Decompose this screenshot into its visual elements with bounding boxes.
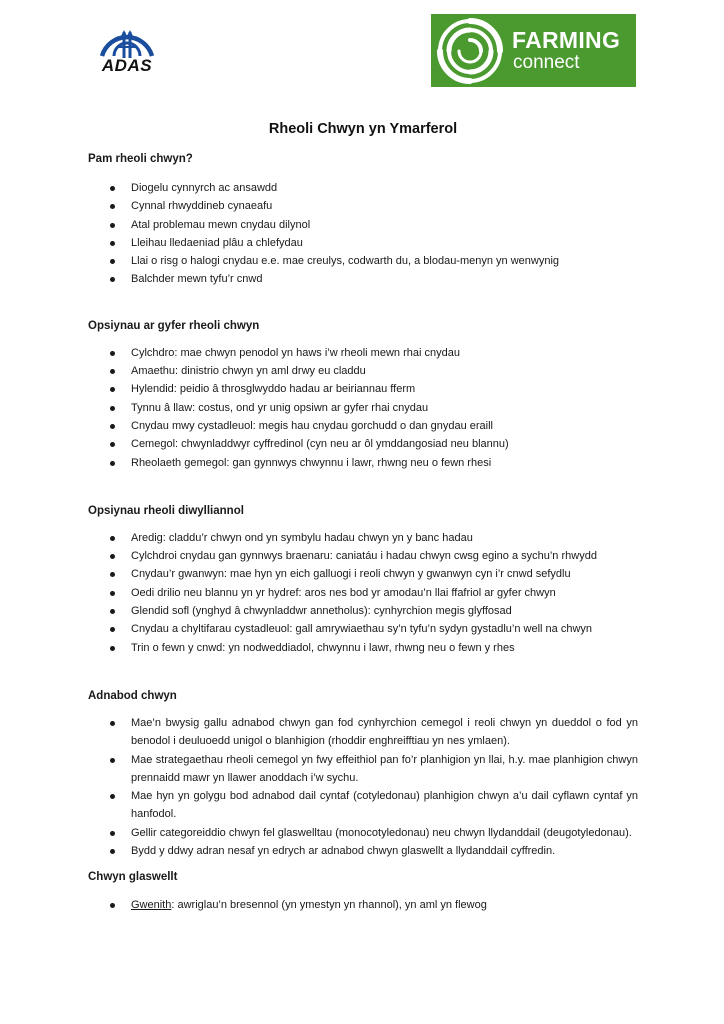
section-grass-weeds (88, 868, 638, 914)
list-item: Tynnu â llaw: costus, ond yr unig opsiwn ar gyfer rhai cnydau (88, 399, 638, 417)
section-heading: Opsiynau ar gyfer rheoli chwyn (88, 319, 260, 332)
list-item: Cylchdro: mae chwyn penodol yn haws i’w rheoli mewn rhai cnydau (88, 344, 638, 362)
list-item: Cynnal rhwyddineb cynaeafu (88, 197, 638, 215)
bullet-list (88, 529, 638, 657)
list-item: Oedi drilio neu blannu yn yr hydref: aros nes bod yr amodau’n llai ffafriol ar gyfer chwyn (88, 584, 638, 602)
connect-wordmark: connect (513, 52, 580, 73)
list-item: Gellir categoreiddio chwyn fel glaswelltau (monocotyledonau) neu chwyn llydanddail (deugotyledonau). (88, 824, 638, 842)
list-item: Glendid sofl (ynghyd â chwynladdwr annetholus): cynhyrchion megis glyffosad (88, 602, 638, 620)
adas-wordmark: ADAS (101, 56, 153, 75)
farming-wordmark: FARMING (512, 27, 621, 53)
list-item: Hylendid: peidio â throsglwyddo hadau ar beiriannau fferm (88, 380, 638, 398)
list-item: Mae strategaethau rheoli cemegol yn fwy effeithiol pan fo’r planhigion yn llai, h.y. mae planhigion chwyn prennaidd mawr yn llawer anoddach i’w sychu. (88, 751, 638, 788)
list-item: Diogelu cynnyrch ac ansawdd (88, 179, 638, 197)
bullet-list (88, 714, 638, 860)
adas-emblem-icon (94, 16, 160, 60)
list-item: Atal problemau mewn cnydau dilynol (88, 216, 638, 234)
list-item: Cylchdroi cnydau gan gynnwys braenaru: caniatáu i hadau chwyn cwsg egino a sychu’n rhwydd (88, 547, 638, 565)
section-heading: Pam rheoli chwyn? (88, 153, 193, 165)
list-item: Bydd y ddwy adran nesaf yn edrych ar adnabod chwyn glaswellt a llydanddail cyffredin. (88, 842, 638, 860)
page-title: Rheoli Chwyn yn Ymarferol (268, 121, 458, 137)
section-heading: Opsiynau rheoli diwylliannol (88, 504, 244, 517)
list-item: Cnydau a chyltifarau cystadleuol: gall amrywiaethau sy’n tyfu’n sydyn gystadlu’n well na chwyn (88, 620, 638, 638)
bullet-list (88, 179, 638, 289)
list-item: Llai o risg o halogi cnydau e.e. mae creulys, codwarth du, a blodau-menyn yn wenwynig (88, 252, 638, 270)
list-item: Mae hyn yn golygu bod adnabod dail cyntaf (cotyledonau) planhigion chwyn a’u dail cyflawn cyntaf yn hanfodol. (88, 787, 638, 824)
list-item: Amaethu: dinistrio chwyn yn aml drwy eu claddu (88, 362, 638, 380)
list-item: Cemegol: chwynladdwyr cyffredinol (cyn neu ar ôl ymddangosiad neu blannu) (88, 435, 638, 453)
weed-term: Gwenith (131, 899, 172, 912)
list-item: Cnydau’r gwanwyn: mae hyn yn eich galluogi i reoli chwyn y gwanwyn cyn i’r cnwd sefydlu (88, 565, 638, 583)
list-item: Aredig: claddu’r chwyn ond yn symbylu hadau chwyn yn y banc hadau (88, 529, 638, 547)
farming-connect-logo (431, 14, 636, 87)
bullet-list (88, 896, 638, 914)
weed-description: : awriglau’n bresennol (yn ymestyn yn rhannol), yn aml yn flewog (171, 899, 487, 912)
section-heading: Adnabod chwyn (88, 689, 177, 702)
bullet-list (88, 344, 638, 472)
list-item: Trin o fewn y cnwd: yn nodweddiadol, chwynnu i lawr, rhwng neu o fewn y rhes (88, 639, 638, 657)
list-item: Cnydau mwy cystadleuol: megis hau cnydau gorchudd o dan gnydau eraill (88, 417, 638, 435)
list-item (88, 896, 638, 914)
list-item: Mae’n bwysig gallu adnabod chwyn gan fod cynhyrchion cemegol i reoli chwyn yn dueddol o fod yn benodol i deuluoedd unigol o blanhigion (rhoddir enghreifftiau yn nes ymlaen). (88, 714, 638, 751)
section-control-options (88, 317, 638, 472)
section-heading: Chwyn glaswellt (88, 871, 178, 884)
document-body (88, 121, 638, 915)
list-item: Balchder mewn tyfu’r cnwd (88, 270, 638, 288)
section-why-control (88, 150, 638, 289)
section-cultural-options (88, 502, 638, 657)
swirl-icon (434, 15, 506, 87)
section-weed-identification (88, 687, 638, 860)
list-item: Lleihau lledaeniad plâu a chlefydau (88, 234, 638, 252)
list-item: Rheolaeth gemegol: gan gynnwys chwynnu i lawr, rhwng neu o fewn rhesi (88, 454, 638, 472)
